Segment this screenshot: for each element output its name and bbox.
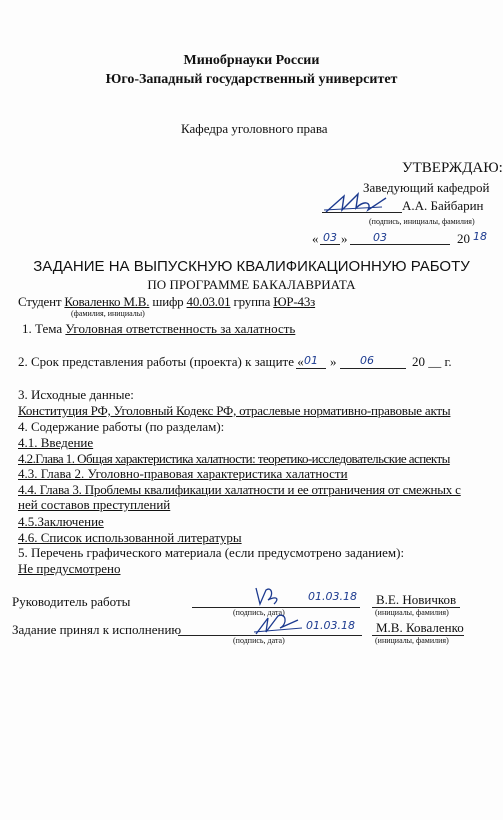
contents-item-3: 4.3. Глава 2. Уголовно-правовая характеристика халатности — [18, 466, 348, 481]
contents-item-6: 4.6. Список использованной литературы — [18, 530, 242, 545]
deadline-day-line — [296, 368, 326, 369]
deadline-year: 20 __ г. — [412, 354, 452, 369]
topic-value: Уголовная ответственность за халатность — [65, 321, 296, 336]
deadline-month: 06 — [360, 354, 374, 367]
student-line — [18, 294, 315, 310]
deadline-month-line — [340, 368, 406, 369]
approval-day-line — [320, 244, 340, 245]
approval-label: УТВЕРЖДАЮ: — [402, 160, 503, 176]
contents-item-5: 4.5.Заключение — [18, 514, 104, 529]
deadline-label: 2. Срок представления работы (проекта) к защите « — [18, 354, 304, 369]
approval-date-month: 03 — [373, 231, 387, 244]
approval-date-open: « — [312, 231, 319, 246]
approval-date-day: 03 — [323, 231, 337, 244]
contents-item-2: 4.2.Глава 1. Общая характеристика халатности: теоретико-исследовательские аспекты — [18, 451, 450, 466]
student-code-label: шифр — [152, 294, 184, 309]
contents-item-1: 4.1. Введение — [18, 435, 94, 450]
ministry-heading: Минобрнауки России — [183, 53, 320, 68]
department-name: Кафедра уголовного права — [181, 121, 328, 136]
document-title: ЗАДАНИЕ НА ВЫПУСКНУЮ КВАЛИФИКАЦИОННУЮ РАБОТУ — [33, 258, 470, 275]
supervisor-caption-right: (инициалы, фамилия) — [375, 608, 449, 617]
university-heading: Юго-Западный государственный университет — [105, 72, 398, 87]
student-group-label: группа — [233, 294, 271, 309]
head-title: Заведующий кафедрой — [363, 180, 490, 195]
student-code: 40.03.01 — [186, 294, 231, 309]
deadline-day: 01 — [304, 354, 318, 367]
topic-row — [22, 321, 295, 337]
approval-year: 18 — [473, 230, 487, 243]
student-caption: (фамилия, инициалы) — [71, 309, 145, 318]
contents-label: 4. Содержание работы (по разделам): — [18, 419, 225, 434]
approval-year-prefix: 20 — [457, 231, 470, 246]
supervisor-label: Руководитель работы — [12, 594, 131, 609]
contents-item-4-line-1: 4.4. Глава 3. Проблемы квалификации халатности и ее отграничения от смежных с — [18, 482, 461, 497]
accepted-sign-date: 01.03.18 — [306, 619, 355, 632]
approval-month-line — [350, 244, 450, 245]
graphics-value: Не предусмотрено — [18, 561, 121, 576]
graphics-label: 5. Перечень графического материала (если предусмотрено заданием): — [18, 545, 405, 560]
supervisor-signature — [250, 584, 290, 610]
accepted-label: Задание принял к исполнению — [12, 622, 182, 637]
accepted-caption-left: (подпись, дата) — [233, 636, 285, 645]
student-name: Коваленко М.В. — [64, 294, 150, 309]
approval-date-mid: » — [341, 231, 348, 246]
contents-item-4-line-2: ней составов преступлений — [18, 497, 171, 512]
student-group: ЮР-43з — [273, 294, 316, 309]
head-signature — [322, 190, 392, 218]
supervisor-name: В.Е. Новичков — [376, 592, 457, 607]
head-sign-caption: (подпись, инициалы, фамилия) — [369, 217, 475, 226]
accepted-name: М.В. Коваленко — [376, 620, 464, 635]
deadline-mid: » — [330, 354, 337, 369]
source-value: Конституция РФ, Уголовный Кодекс РФ, отраслевые нормативно-правовые акты — [18, 403, 451, 418]
source-label: 3. Исходные данные: — [18, 387, 134, 402]
topic-label: 1. Тема — [22, 321, 63, 336]
head-name: А.А. Байбарин — [402, 198, 484, 213]
student-label: Студент — [18, 294, 62, 309]
document-subtitle: ПО ПРОГРАММЕ БАКАЛАВРИАТА — [147, 277, 356, 292]
supervisor-sign-date: 01.03.18 — [308, 590, 357, 603]
accepted-caption-right: (инициалы, фамилия) — [375, 636, 449, 645]
supervisor-caption-left: (подпись, дата) — [233, 608, 285, 617]
